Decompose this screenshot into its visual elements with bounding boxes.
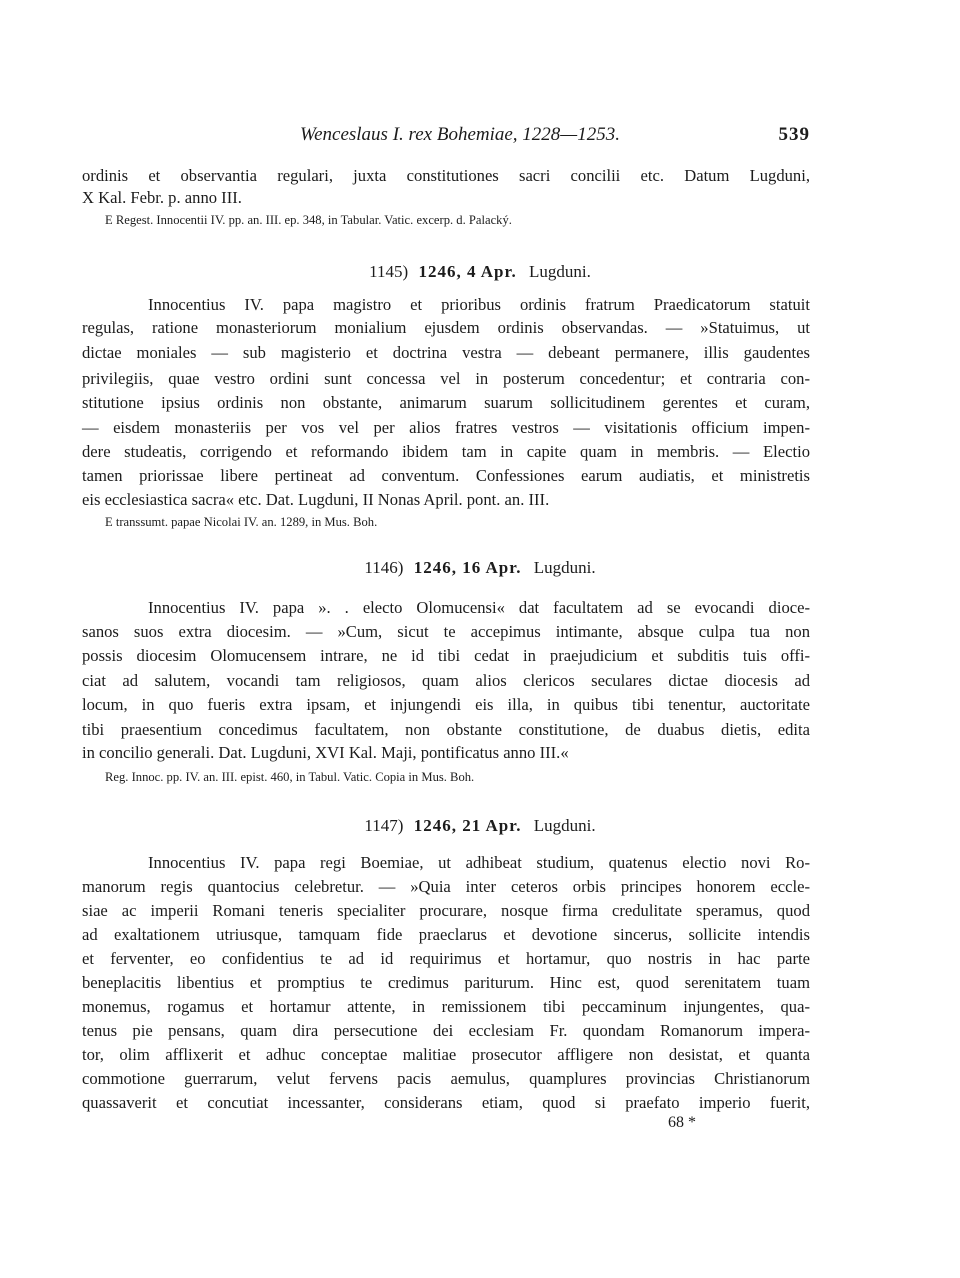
- entry-place: Lugduni.: [533, 816, 596, 835]
- text-line: ad exaltationem utriusque, tamquam fide praeclarus et devotione sincerus, sollicite intendis: [82, 925, 810, 944]
- text-line: monemus, rogamus et hortamur attente, in remissionem tibi peccaminum injungentes, qua-: [82, 997, 810, 1016]
- text-line: Innocentius IV. papa magistro et prioribus ordinis fratrum Praedicatorum statuit: [148, 295, 810, 314]
- entry-number: 1147): [364, 816, 404, 835]
- text-line: regulas, ratione monasteriorum monialium ejusdem ordinis observandas. — »Statuimus, ut: [82, 318, 810, 337]
- text-line: tor, olim afflixerit et adhuc conceptae malitiae prosecutor affligere non desistat, et quanta: [82, 1045, 810, 1064]
- text-line: et ferventer, eo confidentius te ad id requirimus et hortamur, quo nostris in hac parte: [82, 949, 810, 968]
- source-note: E transsumt. papae Nicolai IV. an. 1289, in Mus. Boh.: [105, 515, 378, 529]
- text-line: dictae moniales — sub magisterio et doctrina vestra — debeant permanere, illis gaudentes: [82, 343, 810, 362]
- entry-place: Lugduni.: [528, 262, 591, 281]
- text-line: tamen priorissae libere pertineat ad conventum. Confessiones earum audiatis, et ministretis: [82, 466, 810, 485]
- text-line: X Kal. Febr. p. anno III.: [82, 188, 242, 207]
- text-line: tenus pie pensans, quam dira persecutione dei ecclesiam Fr. quondam Romanorum impera-: [82, 1021, 810, 1040]
- text-line: ciat ad salutem, vocandi tam religiosos, quam alios clericos seculares dictae diocesis ad: [82, 671, 810, 690]
- text-line: in concilio generali. Dat. Lugduni, XVI Kal. Maji, pontificatus anno III.«: [82, 743, 569, 762]
- text-line: sanos suos extra diocesim. — »Cum, sicut te accepimus intimante, absque culpa tua non: [82, 622, 810, 641]
- text-line: tibi praesentium concedimus facultatem, non obstante constitutione, de duabus dietis, edita: [82, 720, 810, 739]
- text-line: beneplacitis libentius et promptius te credimus pariturum. Hinc est, quod serenitatem tuam: [82, 973, 810, 992]
- text-line: commotione guerrarum, velut fervens pacis aemulus, quamplures provincias Christianorum: [82, 1069, 810, 1088]
- text-line: — eisdem monasteriis per vos vel per alios fratres vestros — visitationis officium impen-: [82, 418, 810, 437]
- text-line: privilegiis, quae vestro ordini sunt concessa vel in posterum concedentur; et contraria con-: [82, 369, 810, 388]
- text-line: Innocentius IV. papa regi Boemiae, ut adhibeat studium, quatenus electio novi Ro-: [148, 853, 810, 872]
- text-line: manorum regis quantocius celebretur. — »Quia inter ceteros orbis principes honorem eccle-: [82, 877, 810, 896]
- text-line: quassaverit et concutiat incessanter, considerans etiam, quod si praefato imperio fuerit,: [82, 1093, 810, 1112]
- entry-date: 1246, 21 Apr.: [413, 816, 522, 835]
- entry-number: 1146): [364, 558, 404, 577]
- page-number: 539: [778, 124, 810, 145]
- text-line: stitutione ipsius ordinis non obstante, animarum suarum sollicitudinem gerentes et curam,: [82, 393, 810, 412]
- text-line: dere studeatis, corrigendo et reformando ibidem tam in capite quam in membris. — Electio: [82, 442, 810, 461]
- signature-mark: 68 *: [668, 1114, 696, 1131]
- text-line: siae ac imperii Romani teneris specialiter procurare, nosque firma credulitate speramus, quod: [82, 901, 810, 920]
- text-line: possis diocesim Olomucensem intrare, ne id tibi cedat in praejudicium et subditis tuis offi-: [82, 646, 810, 665]
- text-line: Innocentius IV. papa ». . electo Olomucensi« dat facultatem ad se evocandi dioce-: [148, 598, 810, 617]
- text-line: eis ecclesiastica sacra« etc. Dat. Lugduni, II Nonas April. pont. an. III.: [82, 490, 550, 509]
- text-line: ordinis et observantia regulari, juxta constitutiones sacri concilii etc. Datum Lugduni,: [82, 166, 810, 185]
- entry-heading-1145: [0, 262, 960, 282]
- entry-heading-1147: [0, 816, 960, 836]
- entry-number: 1145): [369, 262, 409, 281]
- source-note: E Regest. Innocentii IV. pp. an. III. ep. 348, in Tabular. Vatic. excerp. d. Palacký.: [105, 213, 512, 227]
- page-header: [82, 124, 810, 150]
- entry-place: Lugduni.: [533, 558, 596, 577]
- running-title: Wenceslaus I. rex Bohemiae, 1228—1253.: [300, 124, 620, 145]
- source-note: Reg. Innoc. pp. IV. an. III. epist. 460, in Tabul. Vatic. Copia in Mus. Boh.: [105, 770, 475, 784]
- entry-date: 1246, 16 Apr.: [413, 558, 522, 577]
- entry-heading-1146: [0, 558, 960, 578]
- text-line: locum, in quo fueris extra ipsam, et injungendi eis illa, in quibus tibi tenentur, auctoritate: [82, 695, 810, 714]
- entry-date: 1246, 4 Apr.: [418, 262, 517, 281]
